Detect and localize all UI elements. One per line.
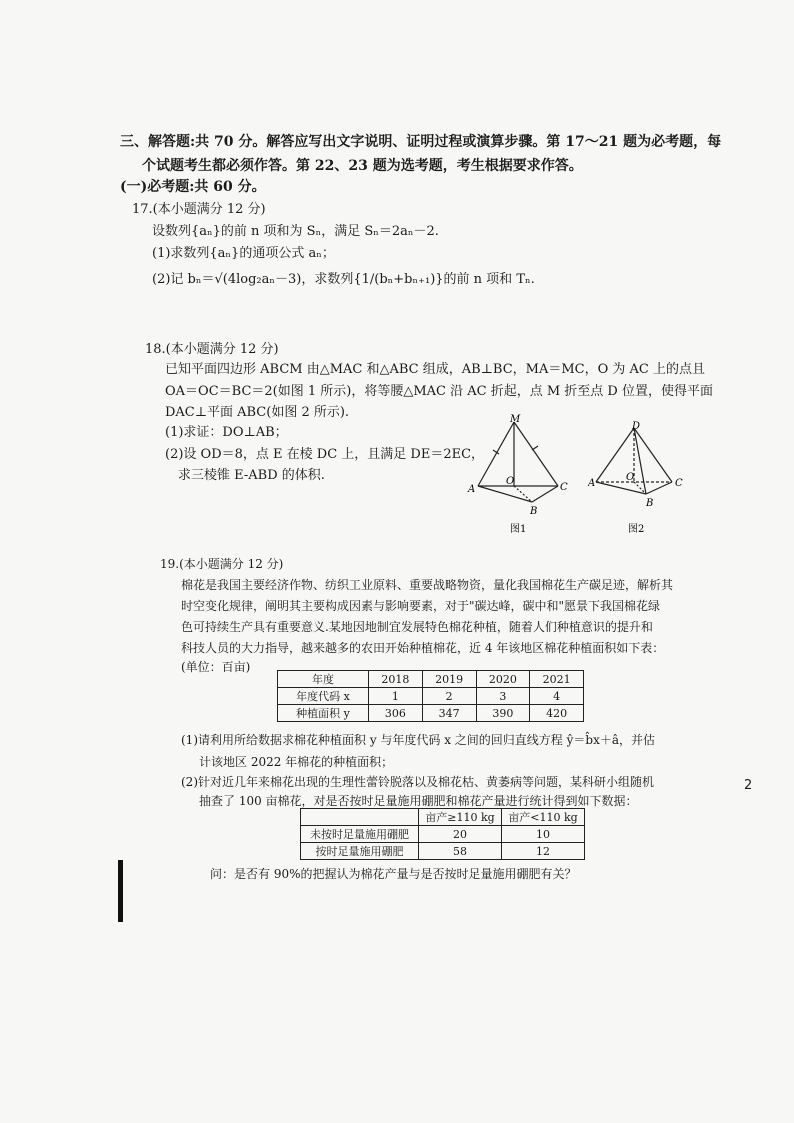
q19-part1-line2: 计该地区 2022 年棉花的种植面积； bbox=[199, 755, 394, 769]
q18-title: 18.(本小题满分 12 分) bbox=[145, 342, 279, 357]
q19-part1-line1: (1)请利用所给数据求棉花种植面积 y 与年度代码 x 之间的回归直线方程 ŷ＝b̂x＋â，并估 bbox=[181, 733, 656, 747]
table-cell: 58 bbox=[419, 843, 502, 860]
q18-part2-line1: (2)设 OD＝8，点 E 在棱 DC 上，且满足 DE＝2EC， bbox=[165, 447, 485, 462]
table-cell: 亩产≥110 kg bbox=[419, 809, 502, 826]
table-cell: 4 bbox=[530, 688, 584, 705]
fig1-label-A: A bbox=[468, 484, 476, 495]
table-cell: 347 bbox=[422, 705, 476, 722]
q19-stem-line2: 时空变化规律，阐明其主要构成因素与影响要素，对于"碳达峰，碳中和"愿景下我国棉花绿 bbox=[181, 599, 661, 613]
table-cell: 年度 bbox=[278, 671, 369, 688]
q18-part2-line2: 求三棱锥 E-ABD 的体积. bbox=[178, 468, 325, 483]
fig2-label-C: C bbox=[675, 478, 683, 489]
fig1-label-B: B bbox=[530, 506, 538, 517]
q19-stem-line3: 色可持续生产具有重要意义.某地因地制宜发展特色棉花种植，随着人们种植意识的提升和 bbox=[181, 620, 653, 634]
fig2-caption: 图2 bbox=[628, 524, 645, 535]
table-cell: 种植面积 y bbox=[278, 705, 369, 722]
table-cell: 390 bbox=[476, 705, 530, 722]
table-cell: 按时足量施用硼肥 bbox=[301, 843, 419, 860]
q18-part1: (1)求证：DO⊥AB； bbox=[165, 425, 288, 440]
fig1-label-C: C bbox=[560, 482, 568, 493]
table-cell bbox=[301, 809, 419, 826]
figure-2 bbox=[588, 420, 688, 536]
table-cell: 2 bbox=[422, 688, 476, 705]
page-number: 2 bbox=[744, 778, 753, 793]
required-questions-heading: (一)必考题:共 60 分。 bbox=[120, 179, 266, 195]
planting-area-table bbox=[277, 670, 584, 722]
q17-part2: (2)记 bₙ＝√(4log₂aₙ－3)，求数列{1/(bₙ+bₙ₊₁)}的前 n 项和 Tₙ. bbox=[152, 272, 535, 287]
q18-stem-line3: DAC⊥平面 ABC(如图 2 所示). bbox=[165, 405, 350, 420]
fig2-label-D: D bbox=[632, 421, 641, 432]
table-cell: 3 bbox=[476, 688, 530, 705]
table-row bbox=[278, 705, 584, 722]
table-cell: 10 bbox=[502, 826, 585, 843]
table-row bbox=[278, 688, 584, 705]
table-cell: 20 bbox=[419, 826, 502, 843]
table-cell: 2021 bbox=[530, 671, 584, 688]
fig1-caption: 图1 bbox=[510, 524, 527, 535]
q17-stem: 设数列{aₙ}的前 n 项和为 Sₙ，满足 Sₙ＝2aₙ－2. bbox=[152, 224, 439, 239]
table-cell: 亩产<110 kg bbox=[502, 809, 585, 826]
table-cell: 420 bbox=[530, 705, 584, 722]
table-cell: 12 bbox=[502, 843, 585, 860]
table-row bbox=[278, 671, 584, 688]
fig2-label-B: B bbox=[646, 498, 654, 509]
table-row bbox=[301, 826, 585, 843]
table-cell: 2019 bbox=[422, 671, 476, 688]
q19-stem-line1: 棉花是我国主要经济作物、纺织工业原料、重要战略物资，量化我国棉花生产碳足迹，解析其 bbox=[181, 578, 674, 592]
q19-stem-line4: 科技人员的大力指导，越来越多的农田开始种植棉花，近 4 年该地区棉花种植面积如下表： bbox=[181, 641, 665, 655]
fertilizer-yield-table bbox=[300, 808, 585, 860]
table-cell: 年度代码 x bbox=[278, 688, 369, 705]
table-row bbox=[301, 809, 585, 826]
table-cell: 2020 bbox=[476, 671, 530, 688]
section-heading-line2: 个试题考生都必须作答。第 22、23 题为选考题，考生根据要求作答。 bbox=[142, 158, 583, 174]
table-cell: 306 bbox=[369, 705, 423, 722]
q17-title: 17.(本小题满分 12 分) bbox=[132, 202, 266, 217]
q19-unit: (单位：百亩) bbox=[181, 660, 251, 674]
q18-stem-line2: OA＝OC＝BC＝2(如图 1 所示)，将等腰△MAC 沿 AC 折起，点 M 折至点 D 位置，使得平面 bbox=[165, 384, 713, 399]
scan-edge-mark bbox=[118, 860, 123, 922]
q18-stem-line1: 已知平面四边形 ABCM 由△MAC 和△ABC 组成，AB⊥BC，MA＝MC，O 为 AC 上的点且 bbox=[165, 362, 705, 377]
table-cell: 1 bbox=[369, 688, 423, 705]
figure-1 bbox=[462, 414, 582, 538]
fig2-label-O: O bbox=[626, 472, 635, 483]
q17-part1: (1)求数列{aₙ}的通项公式 aₙ； bbox=[152, 246, 335, 261]
section-heading-line1: 三、解答题:共 70 分。解答应写出文字说明、证明过程或演算步骤。第 17～21 题为必考题，每 bbox=[120, 134, 722, 150]
fig2-label-A: A bbox=[588, 478, 596, 489]
q19-title: 19.(本小题满分 12 分) bbox=[160, 557, 284, 571]
table-cell: 2018 bbox=[369, 671, 423, 688]
table-row bbox=[301, 843, 585, 860]
q19-part2-line1: (2)针对近几年来棉花出现的生理性蕾铃脱落以及棉花枯、黄萎病等问题，某科研小组随机 bbox=[181, 775, 655, 789]
fig1-label-O: O bbox=[506, 476, 515, 487]
q19-question: 问：是否有 90%的把握认为棉花产量与是否按时足量施用硼肥有关？ bbox=[210, 867, 577, 881]
table-cell: 未按时足量施用硼肥 bbox=[301, 826, 419, 843]
q19-part2-line2: 抽查了 100 亩棉花，对是否按时足量施用硼肥和棉花产量进行统计得到如下数据： bbox=[199, 794, 638, 808]
fig1-label-M: M bbox=[510, 414, 521, 425]
